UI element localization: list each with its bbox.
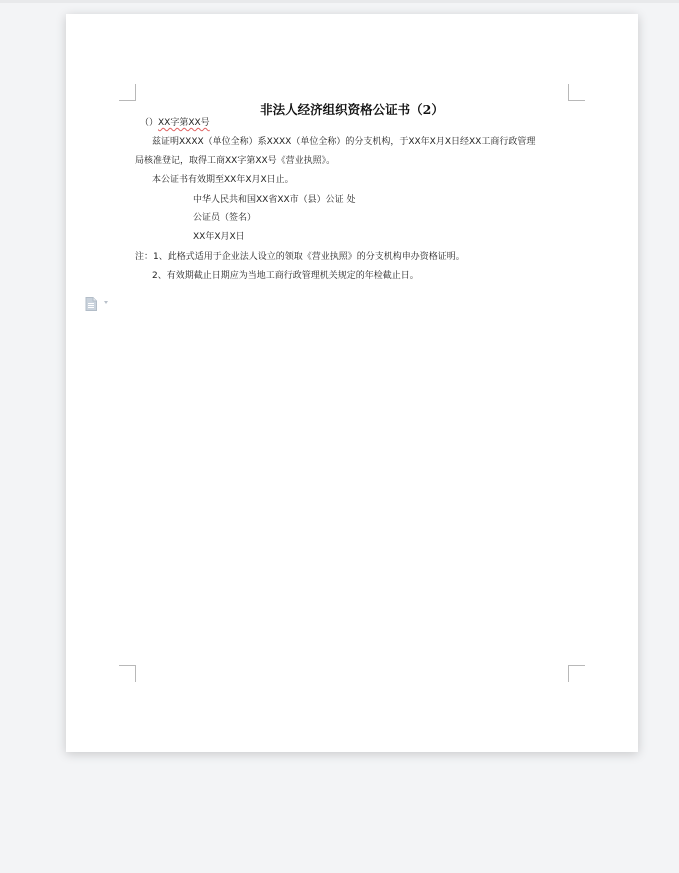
reference-prefix: （） [140, 118, 159, 128]
issuer-line: 中华人民共和国XX省XX市（县）公证 处 [193, 195, 356, 205]
paragraph-1-line-1: 兹证明XXXX（单位全称）系XXXX（单位全称）的分支机构，于XX年X月X日经XX工商行政管理 [152, 137, 536, 147]
margin-corner-bottom-right [568, 665, 585, 682]
note-2: 2、有效期截止日期应为当地工商行政管理机关规定的年检截止日。 [152, 271, 419, 281]
margin-corner-top-left [119, 84, 136, 101]
reference-number: XX字第XX号 [158, 118, 210, 128]
note-1: 注：1、此格式适用于企业法人设立的领取《营业执照》的分支机构申办资格证明。 [135, 252, 465, 262]
notary-line: 公证员（签名） [193, 213, 257, 223]
chevron-down-icon[interactable] [104, 301, 108, 304]
paragraph-2: 本公证书有效期至XX年X月X日止。 [152, 175, 294, 185]
date-line: XX年X月X日 [193, 232, 245, 242]
document-icon[interactable] [85, 297, 97, 311]
document-page[interactable] [66, 14, 638, 752]
margin-corner-bottom-left [119, 665, 136, 682]
paragraph-1-line-2: 局核准登记，取得工商XX字第XX号《营业执照》。 [135, 156, 336, 166]
top-bar [0, 0, 679, 3]
reference-line [140, 117, 210, 129]
margin-corner-top-right [568, 84, 585, 101]
document-title: 非法人经济组织资格公证书（2） [260, 102, 444, 117]
